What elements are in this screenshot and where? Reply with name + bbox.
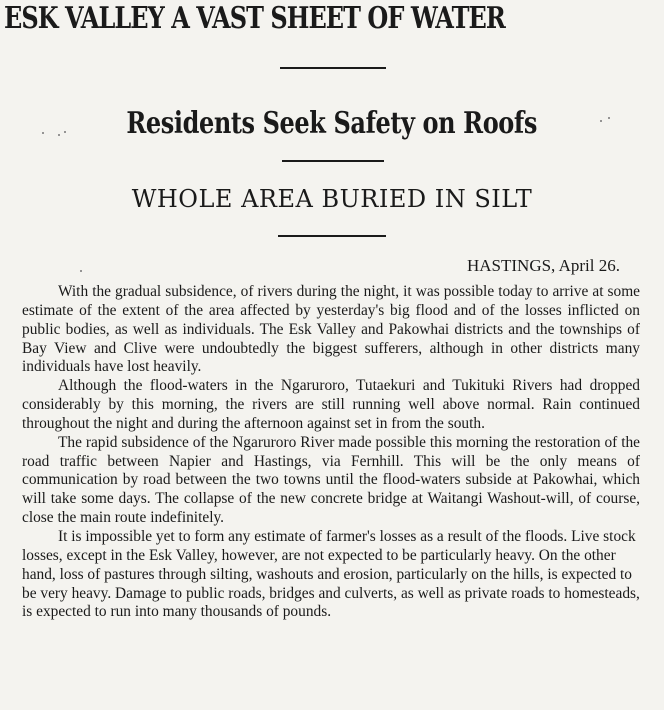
print-speck [64,131,66,133]
subheadline-text: Residents Seek Safety on Roofs [126,106,538,141]
print-speck [80,270,82,272]
print-speck [42,132,44,134]
divider-rule-2 [282,160,384,162]
divider-rule-3 [278,235,386,237]
print-speck [608,117,610,119]
print-speck [58,134,60,136]
paragraph: With the gradual subsidence, of rivers during the night, it was possible today to arrive at some estimate of the extent of the area affected by yesterday's big flood and of the losses inflicted on public bodies, as well as individuals. The Esk Valley and Pakowhai districts and the townships of Bay View and Clive were undoubtedly the biggest sufferers, although in other districts many individuals have lost heavily. [22,283,640,376]
divider-rule-1 [280,67,386,69]
deck-heading: WHOLE AREA BURIED IN SILT [131,185,533,213]
headline: ESK VALLEY A VAST SHEET OF WATER [4,1,505,36]
article-body [22,283,640,622]
paragraph: Although the flood-waters in the Ngaruroro, Tutaekuri and Tukituki Rivers had dropped considerably by this morning, the rivers are still running well above normal. Rain continued throughout the night and during the afternoon against set in from the south. [22,377,640,432]
paragraph: It is impossible yet to form any estimate of farmer's losses as a result of the floods. Live stock losses, except in the Esk Valley, however, are not expected to be particularly heavy. On the other hand, loss of pastures through silting, washouts and erosion, particularly on the hills, is expected to be very heavy. Damage to public roads, bridges and culverts, as well as private roads to homesteads, is expected to run into many thousands of pounds. [22,527,640,621]
print-speck [600,120,602,122]
dateline: HASTINGS, April 26. [466,256,620,275]
paragraph: The rapid subsidence of the Ngaruroro River made possible this morning the restoration of the road traffic between Napier and Hastings, via Fernhill. This will be the only means of communication by road between the two towns until the flood-waters subside at Pakowhai, which will take some days. The collapse of the new concrete bridge at Waitangi Washout-will, of course, close the main route indefinitely. [22,433,640,527]
subheadline [0,104,664,144]
